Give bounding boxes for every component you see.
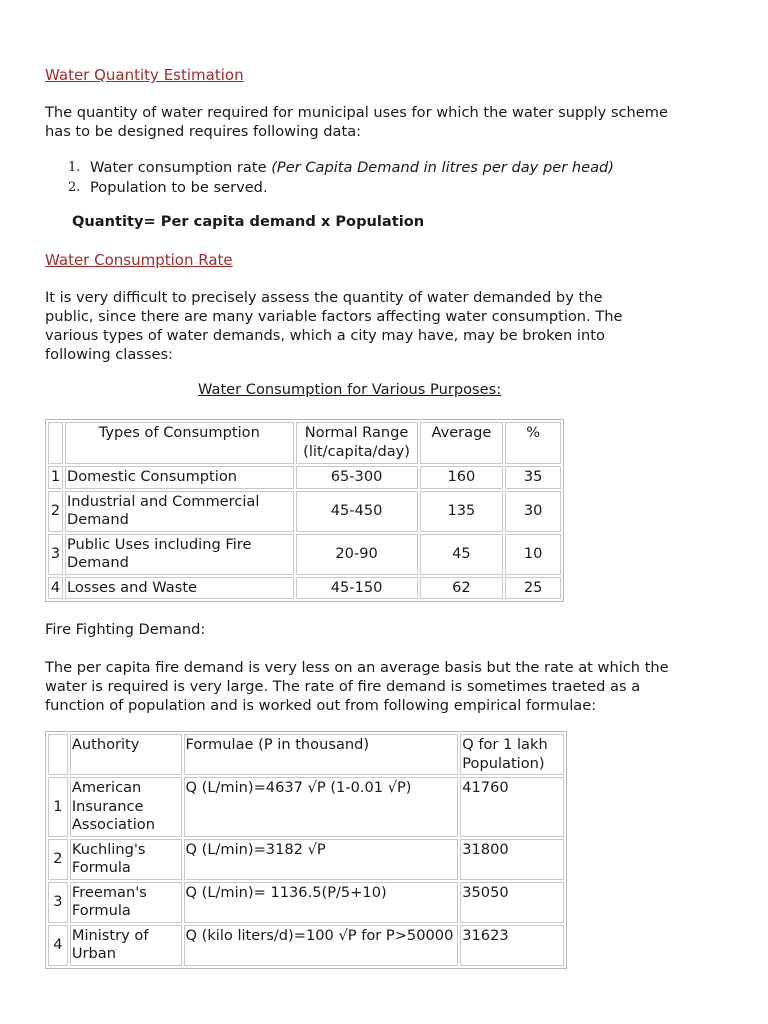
row-index: 2	[48, 491, 63, 532]
table-row	[48, 925, 564, 966]
row-authority: Ministry of Urban	[70, 925, 182, 966]
row-index: 3	[48, 534, 63, 575]
list-item-number: 1.	[68, 160, 81, 175]
required-data-list	[45, 158, 614, 197]
header-cell-index	[48, 422, 63, 464]
row-index: 1	[48, 777, 68, 837]
row-q-value: 31623	[460, 925, 564, 966]
list-item-text: Population to be served.	[90, 178, 268, 196]
quantity-intro-paragraph: The quantity of water required for municipal uses for which the water supply scheme has to be designed requires following data:	[45, 104, 668, 140]
row-normal-range: 45-450	[296, 491, 418, 532]
list-item-text: Water consumption rate	[90, 159, 272, 176]
row-type: Domestic Consumption	[65, 466, 294, 489]
row-index: 4	[48, 925, 68, 966]
header-cell-formulae: Formulae (P in thousand)	[184, 734, 459, 775]
row-percent: 10	[505, 534, 561, 575]
header-cell-type: Types of Consumption	[65, 422, 294, 464]
table-header-row	[48, 734, 564, 775]
row-q-value: 31800	[460, 839, 564, 880]
quantity-formula: Quantity= Per capita demand x Population	[72, 213, 425, 230]
consumption-table	[45, 419, 564, 602]
list-item-note: (Per Capita Demand in litres per day per head)	[271, 159, 614, 176]
fire-demand-table	[45, 731, 567, 969]
row-formula: Q (kilo liters/d)=100 √P for P>50000	[184, 925, 459, 966]
row-average: 45	[420, 534, 504, 575]
row-q-value: 35050	[460, 882, 564, 923]
row-index: 3	[48, 882, 68, 923]
row-normal-range: 20-90	[296, 534, 418, 575]
header-cell-normal-range: Normal Range (lit/capita/day)	[296, 422, 418, 464]
section-title-water-quantity-estimation: Water Quantity Estimation	[45, 66, 244, 84]
row-percent: 35	[505, 466, 561, 489]
table-row	[48, 577, 561, 600]
header-cell-authority: Authority	[70, 734, 182, 775]
row-percent: 30	[505, 491, 561, 532]
row-q-value: 41760	[460, 777, 564, 837]
table-row	[48, 882, 564, 923]
row-authority: Kuchling's Formula	[70, 839, 182, 880]
row-formula: Q (L/min)=3182 √P	[184, 839, 459, 880]
table-row	[48, 466, 561, 489]
row-normal-range: 45-150	[296, 577, 418, 600]
row-index: 4	[48, 577, 63, 600]
row-average: 62	[420, 577, 504, 600]
row-authority: American Insurance Association	[70, 777, 182, 837]
table-row	[48, 534, 561, 575]
list-item-number: 2.	[68, 179, 81, 195]
fire-fighting-demand-label: Fire Fighting Demand:	[45, 621, 206, 638]
header-cell-q-value: Q for 1 lakh Population)	[460, 734, 564, 775]
table-row	[48, 777, 564, 837]
section-title-water-consumption-rate: Water Consumption Rate	[45, 251, 233, 269]
fire-demand-paragraph: The per capita fire demand is very less on an average basis but the rate at which the water is required is very large. The rate of fire demand is sometimes traeted as a function of population and is worked out from following empirical formulae:	[45, 659, 669, 714]
table-header-row	[48, 422, 561, 464]
header-cell-percent: %	[505, 422, 561, 464]
table-row	[48, 491, 561, 532]
row-authority: Freeman's Formula	[70, 882, 182, 923]
row-index: 2	[48, 839, 68, 880]
row-type: Losses and Waste	[65, 577, 294, 600]
row-average: 135	[420, 491, 504, 532]
table-row	[48, 839, 564, 880]
list-item	[45, 178, 614, 198]
row-index: 1	[48, 466, 63, 489]
row-percent: 25	[505, 577, 561, 600]
consumption-table-caption: Water Consumption for Various Purposes:	[198, 381, 502, 398]
row-type: Public Uses including Fire Demand	[65, 534, 294, 575]
row-type: Industrial and Commercial Demand	[65, 491, 294, 532]
row-normal-range: 65-300	[296, 466, 418, 489]
row-formula: Q (L/min)= 1136.5(P/5+10)	[184, 882, 459, 923]
consumption-intro-paragraph: It is very difficult to precisely assess the quantity of water demanded by the public, since there are many variable factors affecting water consumption. The various types of water demands, which a city may have, may be broken into following classes:	[45, 289, 623, 363]
list-item	[45, 158, 614, 178]
header-cell-index	[48, 734, 68, 775]
row-average: 160	[420, 466, 504, 489]
header-cell-average: Average	[420, 422, 504, 464]
row-formula: Q (L/min)=4637 √P (1-0.01 √P)	[184, 777, 459, 837]
